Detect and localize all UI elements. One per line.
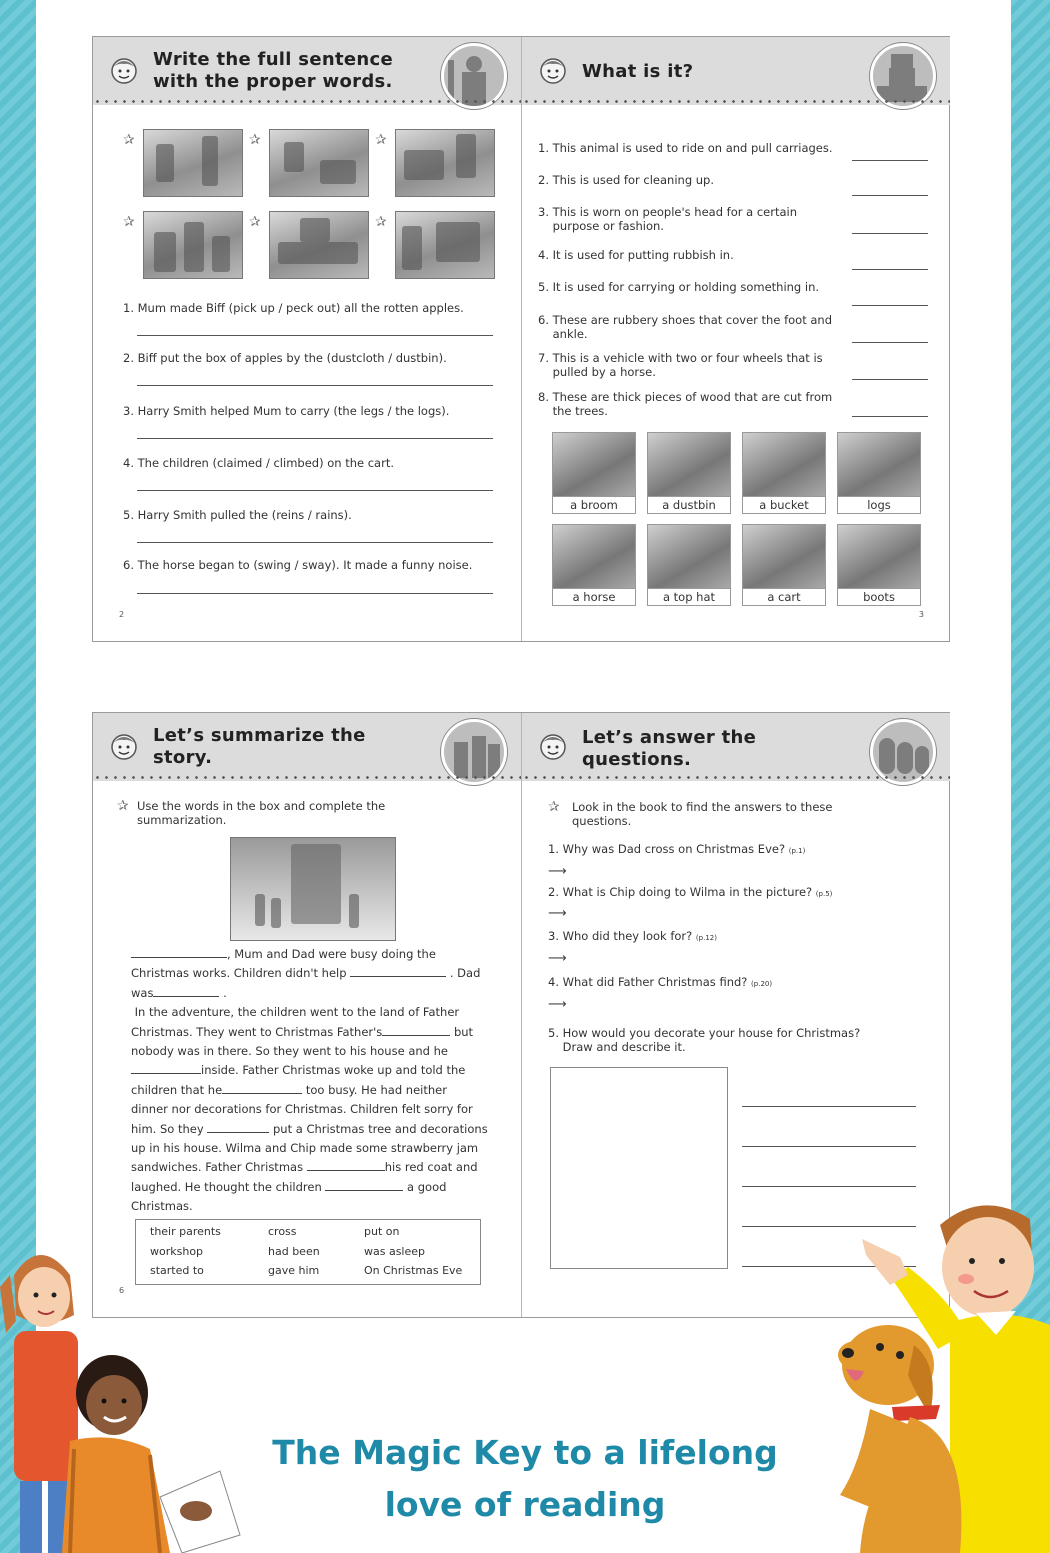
vocab-caption: a broom <box>553 496 635 513</box>
page-header <box>93 713 521 781</box>
story-picture <box>269 211 369 279</box>
word-option: started to <box>150 1264 204 1277</box>
question-text: 2. This is used for cleaning up. <box>538 173 715 187</box>
answer-line[interactable] <box>137 385 493 386</box>
answer-line[interactable] <box>852 160 928 161</box>
word-column <box>364 1222 462 1281</box>
word-option: was asleep <box>364 1244 426 1258</box>
question-text <box>548 975 772 991</box>
summary-text: children that he <box>131 1082 223 1097</box>
question-label: 4. What did Father Christmas find? <box>548 975 748 989</box>
page-header <box>522 713 950 781</box>
word-option: had been <box>268 1244 320 1258</box>
workshop-picture <box>230 837 396 941</box>
word-option: gave him <box>268 1264 320 1277</box>
page-title: Write the full sentence with the proper words. <box>153 49 393 92</box>
vocab-card <box>837 432 921 514</box>
summary-text: too busy. He had neither <box>305 1082 447 1097</box>
summary-text: was <box>131 985 154 1000</box>
summary-text: sandwiches. Father Christmas <box>131 1160 304 1175</box>
star-icon: ✰ <box>375 132 387 148</box>
answer-line[interactable] <box>742 1106 916 1107</box>
question-text: 3. Harry Smith helped Mum to carry (the legs / the logs). <box>123 404 450 418</box>
question-label: 2. What is Chip doing to Wilma in the picture? <box>548 885 813 899</box>
word-option: put on <box>364 1225 400 1238</box>
word-column <box>268 1222 320 1281</box>
summary-text: him. So they <box>131 1121 204 1136</box>
vocab-caption: a horse <box>553 588 635 605</box>
summary-blank[interactable] <box>222 1081 302 1094</box>
vocab-caption: logs <box>838 496 920 513</box>
boy-face-icon <box>109 55 139 85</box>
vocab-caption: a cart <box>743 588 825 605</box>
tagline-line-2: love of reading <box>384 1485 666 1524</box>
question-text: 8. These are thick pieces of wood that are cut from the trees. <box>538 390 833 418</box>
word-option: cross <box>268 1225 297 1238</box>
answer-line[interactable] <box>137 438 493 439</box>
summary-blank[interactable] <box>207 1120 269 1133</box>
worksheet-spread-1 <box>92 36 950 642</box>
answer-arrow: ⟶ <box>548 997 567 1012</box>
summary-blank[interactable] <box>131 1061 201 1074</box>
story-picture <box>143 129 243 197</box>
vocab-card <box>742 432 826 514</box>
boy-face-icon <box>538 55 568 85</box>
header-divider <box>93 776 521 779</box>
vocab-caption: a dustbin <box>648 496 730 513</box>
question-text: 7. This is a vehicle with two or four wheels that is pulled by a horse. <box>538 351 823 379</box>
summary-text: put a Christmas tree and decorations <box>272 1121 488 1136</box>
logs-picture <box>838 433 920 497</box>
page-number: 6 <box>119 1286 125 1295</box>
question-text: 6. These are rubbery shoes that cover the foot and ankle. <box>538 313 832 341</box>
star-icon: ✰ <box>123 132 135 148</box>
dustbin-picture <box>648 433 730 497</box>
summary-blank[interactable] <box>382 1023 450 1036</box>
question-label: 3. Who did they look for? <box>548 929 693 943</box>
summary-text: Christmas. They went to Christmas Father's <box>131 1024 383 1039</box>
star-icon: ✰ <box>375 214 387 230</box>
header-divider <box>522 100 950 103</box>
question-text <box>548 929 717 945</box>
vocab-caption: a bucket <box>743 496 825 513</box>
question-text: 4. It is used for putting rubbish in. <box>538 248 734 262</box>
summary-blank[interactable] <box>131 945 227 958</box>
answer-line[interactable] <box>852 233 928 234</box>
word-option: On Christmas Eve <box>364 1264 463 1277</box>
page-reference: (p.5) <box>815 890 833 898</box>
answer-arrow: ⟶ <box>548 951 567 966</box>
summary-text: , Mum and Dad were busy doing the <box>227 947 436 961</box>
summary-text: but <box>453 1024 474 1039</box>
summary-text: inside. Father Christmas woke up and told the <box>201 1063 466 1078</box>
answer-line[interactable] <box>137 490 493 491</box>
page-header <box>522 37 950 105</box>
vocab-card <box>552 524 636 606</box>
boy-face-icon <box>538 731 568 761</box>
header-divider <box>93 100 521 103</box>
story-picture <box>269 129 369 197</box>
page-reference: (p.12) <box>695 934 717 942</box>
horse-picture <box>553 525 635 589</box>
answer-line[interactable] <box>742 1186 916 1187</box>
summary-blank[interactable] <box>153 984 219 997</box>
summary-blank[interactable] <box>325 1178 403 1191</box>
summary-text: laughed. He thought the children <box>131 1179 322 1194</box>
answer-line[interactable] <box>742 1146 916 1147</box>
answer-arrow: ⟶ <box>548 906 567 921</box>
story-picture <box>395 211 495 279</box>
answer-line[interactable] <box>137 335 493 336</box>
question-text: 2. Biff put the box of apples by the (dustcloth / dustbin). <box>123 351 447 365</box>
top-hat-picture <box>648 525 730 589</box>
answer-line[interactable] <box>852 305 928 306</box>
word-option: their parents <box>150 1225 221 1238</box>
vocab-caption: a top hat <box>648 588 730 605</box>
question-text: 5. It is used for carrying or holding something in. <box>538 280 820 294</box>
question-text <box>548 842 805 858</box>
answer-line[interactable] <box>852 269 928 270</box>
page-number: 2 <box>119 610 125 619</box>
summary-text: In the adventure, the children went to the land of Father <box>134 1005 460 1020</box>
vocab-card <box>837 524 921 606</box>
question-text: 1. This animal is used to ride on and pull carriages. <box>538 141 833 155</box>
page-title: What is it? <box>582 61 694 82</box>
page-what-is-it <box>522 37 950 641</box>
tagline-line-1: The Magic Key to a lifelong <box>272 1433 778 1472</box>
vocab-card <box>647 432 731 514</box>
question-label: 1. Why was Dad cross on Christmas Eve? <box>548 842 786 856</box>
answer-arrow: ⟶ <box>548 864 567 879</box>
answer-line[interactable] <box>137 593 493 594</box>
question-text: 1. Mum made Biff (pick up / peck out) all the rotten apples. <box>123 301 464 315</box>
answer-line[interactable] <box>852 342 928 343</box>
star-icon: ✰ <box>548 799 560 815</box>
summary-text: nobody was in there. So they went to his house and he <box>131 1044 448 1059</box>
summary-text: . Dad <box>449 966 481 981</box>
answer-line[interactable] <box>852 195 928 196</box>
page-title: Let’s summarize the story. <box>153 725 366 768</box>
boy-face-icon <box>109 731 139 761</box>
summary-text: . <box>223 985 227 1000</box>
vocab-card <box>647 524 731 606</box>
word-option: workshop <box>150 1244 204 1258</box>
answer-line[interactable] <box>852 416 928 417</box>
star-icon: ✰ <box>123 214 135 230</box>
question-text: 4. The children (claimed / climbed) on the cart. <box>123 456 394 470</box>
header-divider <box>522 776 950 779</box>
summary-text: a good <box>407 1179 447 1194</box>
vocab-card <box>552 432 636 514</box>
summary-paragraph <box>131 945 511 1217</box>
instruction-text: Use the words in the box and complete the summarization. <box>137 799 386 827</box>
page-number: 3 <box>918 610 924 619</box>
vocab-caption: boots <box>838 588 920 605</box>
question-text: 5. Harry Smith pulled the (reins / rains). <box>123 508 352 522</box>
star-icon: ✰ <box>117 798 129 814</box>
bucket-picture <box>743 433 825 497</box>
question-text <box>548 885 832 901</box>
question-text: 5. How would you decorate your house for Christmas? Draw and describe it. <box>548 1026 861 1054</box>
story-picture <box>143 211 243 279</box>
cart-picture <box>743 525 825 589</box>
instruction-text: Look in the book to find the answers to these questions. <box>572 800 833 828</box>
star-icon: ✰ <box>249 214 261 230</box>
question-text: 3. This is worn on people's head for a certain purpose or fashion. <box>538 205 798 233</box>
summary-text: Christmas works. Children didn't help <box>131 966 347 981</box>
vocab-card <box>742 524 826 606</box>
summary-blank[interactable] <box>350 964 446 977</box>
question-text: 6. The horse began to (swing / sway). It made a funny noise. <box>123 558 473 572</box>
boots-picture <box>838 525 920 589</box>
answer-line[interactable] <box>852 379 928 380</box>
page-full-sentence <box>93 37 521 641</box>
summary-blank[interactable] <box>307 1158 385 1171</box>
page-reference: (p.1) <box>788 847 806 855</box>
story-picture <box>395 129 495 197</box>
page-title: Let’s answer the questions. <box>582 727 757 770</box>
drawing-box[interactable] <box>550 1067 728 1269</box>
summary-text: up in his house. Wilma and Chip made some strawberry jam <box>131 1141 479 1156</box>
answer-line[interactable] <box>137 542 493 543</box>
summary-text: dinner nor decorations for Christmas. Children felt sorry for <box>131 1102 473 1117</box>
star-icon: ✰ <box>249 132 261 148</box>
summary-text: his red coat and <box>384 1160 478 1175</box>
broom-picture <box>553 433 635 497</box>
page-reference: (p.20) <box>751 980 773 988</box>
page-header <box>93 37 521 105</box>
page-summarize <box>93 713 521 1317</box>
summary-text: Christmas. <box>131 1199 193 1214</box>
